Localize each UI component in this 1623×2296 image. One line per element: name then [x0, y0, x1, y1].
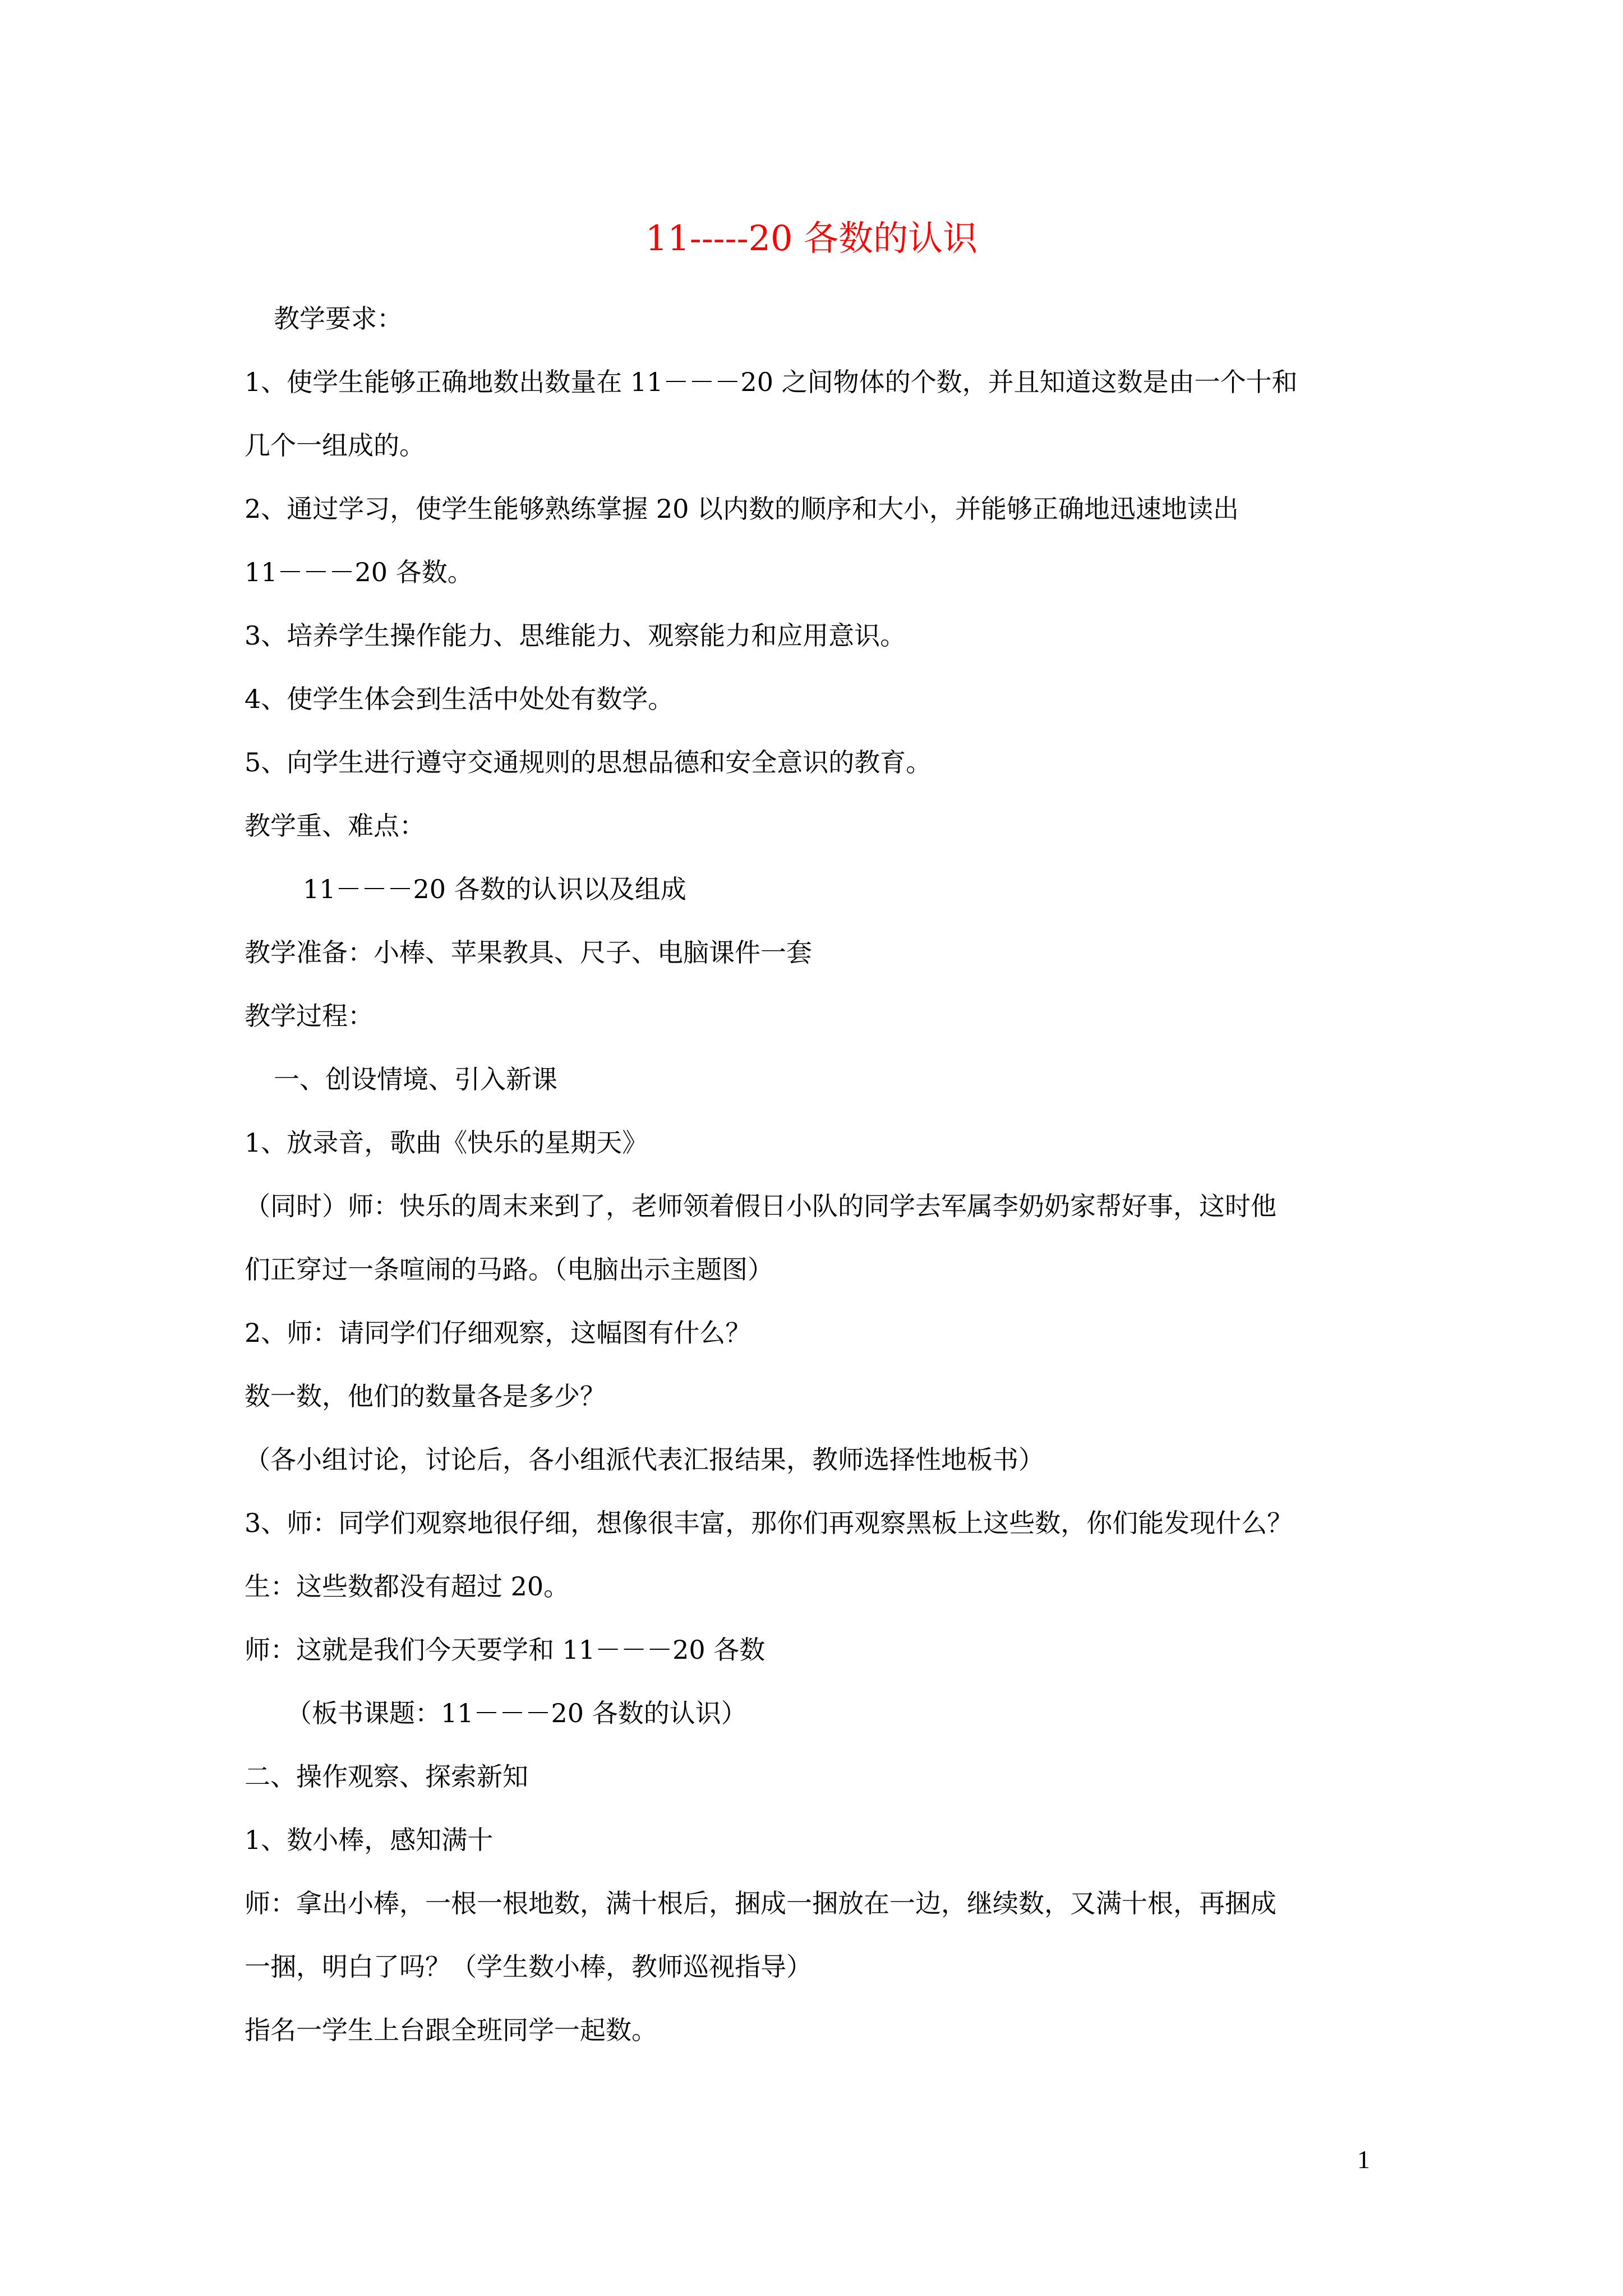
- paragraph-line: 们正穿过一条喧闹的马路。（电脑出示主题图）: [245, 1254, 773, 1285]
- page-number: 1: [1357, 2145, 1370, 2174]
- paragraph-line: 1、放录音，歌曲《快乐的星期天》: [245, 1128, 648, 1158]
- document-body: [245, 287, 1383, 2062]
- section-heading-part-one: 一、创设情境、引入新课: [274, 1064, 557, 1094]
- paragraph-line: （各小组讨论，讨论后，各小组派代表汇报结果，教师选择性地板书）: [245, 1444, 1044, 1475]
- paragraph-line: 数一数，他们的数量各是多少？: [245, 1381, 606, 1411]
- paragraph-line: 教学准备：小棒、苹果教具、尺子、电脑课件一套: [245, 937, 812, 968]
- section-heading-key-points: 教学重、难点：: [245, 811, 425, 841]
- section-heading-requirements: 教学要求：: [274, 303, 403, 334]
- paragraph-line: 5、向学生进行遵守交通规则的思想品德和安全意识的教育。: [245, 747, 932, 777]
- paragraph-line: 指名一学生上台跟全班同学一起数。: [245, 2015, 657, 2045]
- paragraph-line: 3、师：同学们观察地很仔细，想像很丰富，那你们再观察黑板上这些数，你们能发现什么？: [245, 1508, 1293, 1538]
- paragraph-line: 11－－－20 各数的认识以及组成: [303, 874, 686, 904]
- paragraph-line: 几个一组成的。: [245, 430, 425, 461]
- paragraph-line: 生：这些数都没有超过 20。: [245, 1571, 570, 1602]
- paragraph-line: 1、使学生能够正确地数出数量在 11－－－20 之间物体的个数，并且知道这数是由一个十和: [245, 367, 1298, 397]
- paragraph-line: 师：拿出小棒，一根一根地数，满十根后，捆成一捆放在一边，继续数，又满十根，再捆成: [245, 1888, 1276, 1918]
- section-heading-part-two: 二、操作观察、探索新知: [245, 1761, 528, 1792]
- paragraph-line: 1、数小棒，感知满十: [245, 1825, 494, 1855]
- paragraph-line: 一捆，明白了吗？（学生数小棒，教师巡视指导）: [245, 1952, 812, 1982]
- paragraph-line: 11－－－20 各数。: [245, 557, 473, 587]
- document-title: 11-----20 各数的认识: [645, 218, 978, 259]
- paragraph-line: （同时）师：快乐的周末来到了，老师领着假日小队的同学去军属李奶奶家帮好事，这时他: [245, 1191, 1276, 1221]
- paragraph-line: （板书课题：11－－－20 各数的认识）: [286, 1698, 747, 1728]
- section-heading-process: 教学过程：: [245, 1001, 374, 1031]
- paragraph-line: 2、师：请同学们仔细观察，这幅图有什么？: [245, 1318, 751, 1348]
- paragraph-line: 师：这就是我们今天要学和 11－－－20 各数: [245, 1635, 766, 1665]
- paragraph-line: 2、通过学习，使学生能够熟练掌握 20 以内数的顺序和大小，并能够正确地迅速地读出: [245, 494, 1239, 524]
- paragraph-line: 4、使学生体会到生活中处处有数学。: [245, 684, 674, 714]
- paragraph-line: 3、培养学生操作能力、思维能力、观察能力和应用意识。: [245, 620, 906, 651]
